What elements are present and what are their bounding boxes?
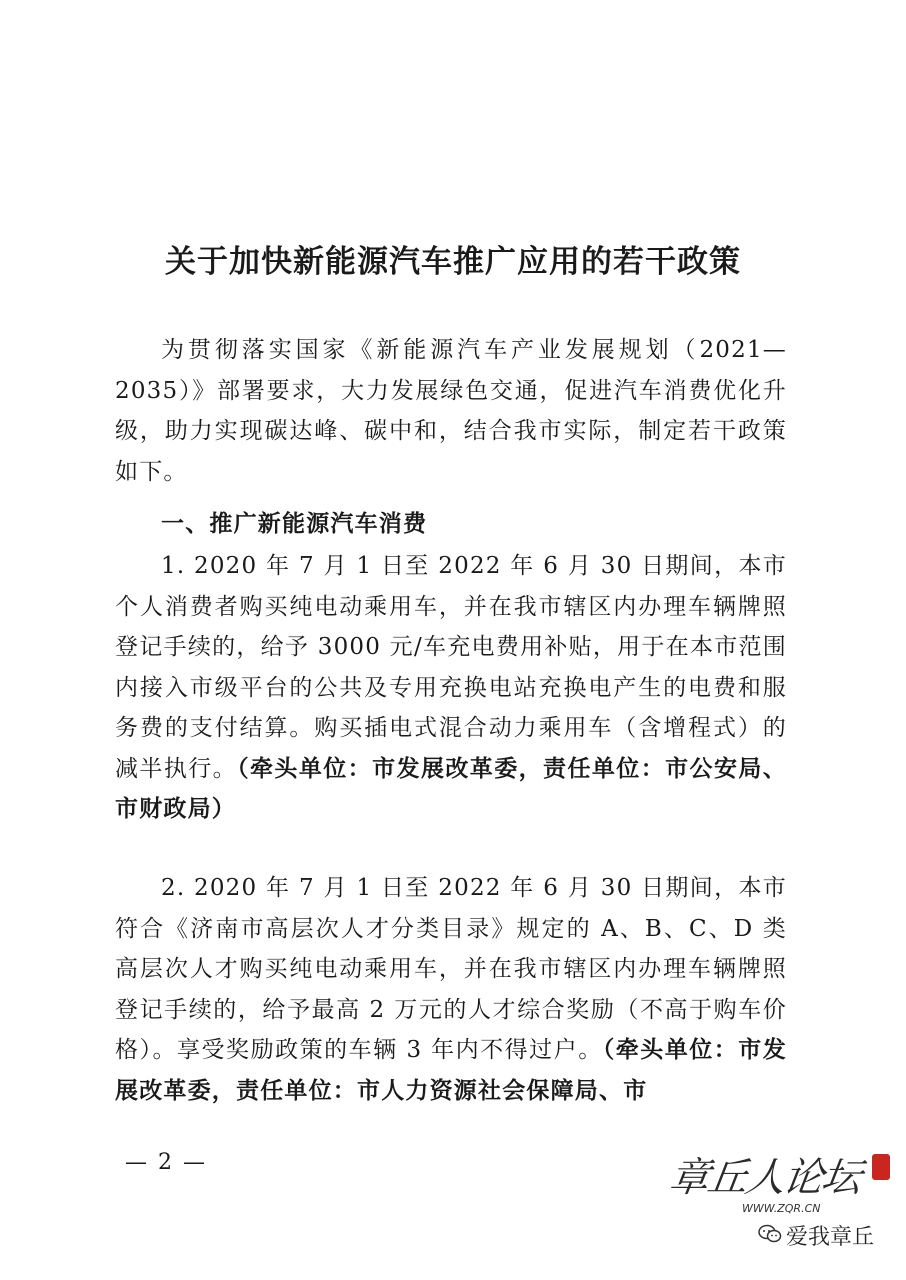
wechat-icon (758, 1224, 782, 1244)
section-heading: 一、推广新能源汽车消费 (161, 510, 428, 537)
red-seal-icon (872, 1154, 890, 1180)
watermark (660, 1140, 900, 1275)
watermark-logo: 章丘人论坛 (666, 1155, 863, 1201)
policy-item-2-responsible: （牵头单位：市发展改革委，责任单位：市人力资源社会保障局、市 (115, 1036, 788, 1104)
policy-item-1-text: 1. 2020 年 7 月 1 日至 2022 年 6 月 30 日期间，本市个人消费者购买纯电动乘用车，并在我市辖区内办理车辆牌照登记手续的，给予 3000 元/车充电费用补贴，用于在本市范围内接入市级平台的公共及专用充换电站充换电产生的电费和服务费的支付结算。购买插电式混合动力乘用车（含增程式）的减半执行。 (115, 553, 787, 782)
page-number: — 2 — (125, 1150, 207, 1175)
watermark-account-name: 爱我章丘 (786, 1225, 875, 1250)
policy-item-2-text: 2. 2020 年 7 月 1 日至 2022 年 6 月 30 日期间，本市符合《济南市高层次人才分类目录》规定的 A、B、C、D 类高层次人才购买纯电动乘用车，并在我市辖区内办理车辆牌照登记手续的，给予最高 2 万元的人才综合奖励（不高于购车价格）。享受奖励政策的车辆 3 年内不得过户。 (115, 875, 787, 1063)
document-title: 关于加快新能源汽车推广应用的若干政策 (165, 244, 741, 280)
intro-paragraph: 为贯彻落实国家《新能源汽车产业发展规划（2021—2035）》部署要求，大力发展绿色交通，促进汽车消费优化升级，助力实现碳达峰、碳中和，结合我市实际，制定若干政策如下。 (115, 337, 787, 485)
watermark-url: WWW.ZQR.CN (742, 1202, 821, 1215)
policy-item-1 (115, 546, 787, 830)
policy-item-1-responsible: （牵头单位：市发展改革委，责任单位：市公安局、市财政局） (115, 754, 787, 822)
policy-item-2 (115, 868, 787, 1111)
